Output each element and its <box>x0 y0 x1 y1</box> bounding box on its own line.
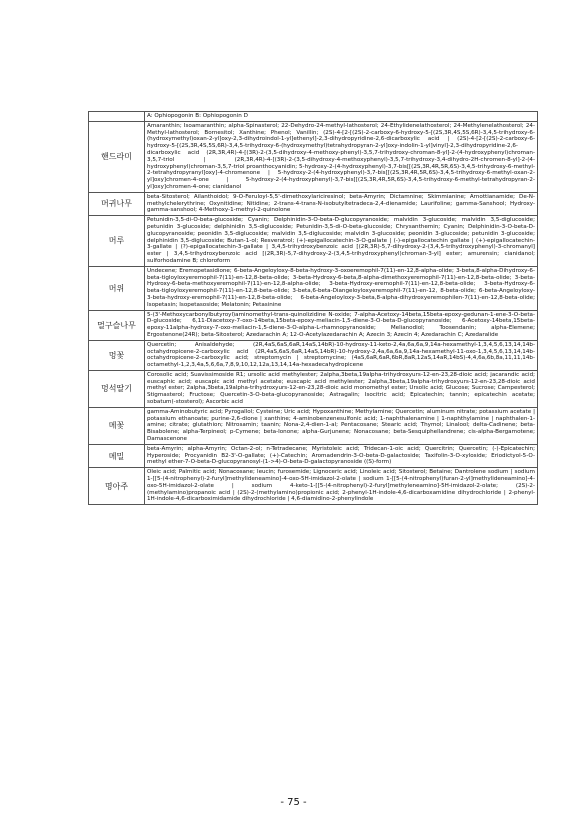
compound-list-cell: Quercetin; Anisaldehyde; (2R,4aS,6aS,6aR,14aS,14bR)-10-hydroxy-11-keto-2,4a,6a,6a,9,14a-hexamethyl-1,3,4,5,6,13,14,14b-octahydropicene-2-carboxylic acid (2R,4aS,6aS,6aR,14aS,14bR)-10-hydroxy-2,4a,6a,6a,9,14a-hexamethyl-11-oxo-1,3,4,5,6,13,14,14b-octahydropicene-2-carboxylic acid; streptomycin | streptomycine; (4aS,6aR,6aR,6bR,8aR,12aS,14aR,14bS)-4,4,6a,6b,8a,11,11,14b-octamethyl-1,2,3,4a,5,6,6a,7,8,9,10,12,12a,13,14,14a-hexadecahydropicene <box>145 340 538 370</box>
table-row <box>89 407 538 444</box>
compound-list-cell: Petunidin-3,5-di-O-beta-glucoside; Cyanin; Delphinidin-3-O-beta-D-glucopyranoside; malvidin 3-glucoside; malvidin 3,5-diglucoside; petunidin 3-glucoside; delphinidin 3,5-diglucoside; Petunidin-3,5-di-O-beta-glucoside; Chrysanthemin; Cyanin; Delphinidin-3-O-beta-D-glucopyranoside; peonidin 3,5-diglucoside; malvidin 3,5-diglucoside; malvidin 3-glucoside; peonidin 3-glucoside; petunidin 3-glucoside; delphinidin 3,5-diglucoside; Butan-1-ol; Resveratrol; (+)-epigallocatechin-3-O-gallate | (-)-epigallocatechin gallate | (+)-epigallocatechin-3-gallate | (?)-epigallocatechin-3-gallate | 3,4,5-trihydroxybenzoic acid [(2R,3R)-5,7-dihydroxy-2-(3,4,5-trihydroxyphenyl)-3-chromanyl] ester | 3,4,5-trihydroxybenzoic acid [(2R,3R)-5,7-dihydroxy-2-(3,4,5-trihydroxyphenyl)chroman-3-yl] ester; amurensin; cianidanol; sulforhodamine B; chloroform <box>145 216 538 267</box>
compound-list-cell: gamma-Aminobutyric acid; Pyrogallol; Cysteine; Uric acid; Hypoxanthine; Methylamine; Quercetin; aluminum nitrate; potassium acetate | potassium ethanoate; purine-2,6-dione | xanthine; 4-aminobenzenesulfonic acid; 1-naphthalenamine | 1-naphthylamine | naphthalen-1-amine; citrate; glutathion; Nitrosamin; taanin; Nona-2,4-dien-1-al; Pentacosane; Stearic acid; Thymol; Linalool; delta-Cadinene; beta-Bisabolene; alpha-Terpineol; p-Cymene; beta-Ionone; alpha-Gurjunene; Nonacosane; beta-Sesquiphellandrene; cis-alpha-Bergamotene; Damascenone <box>145 407 538 444</box>
compound-list-cell: Oleic acid; Palmitic acid; Nonacosane; leucin; furosemide; Lignoceric acid; Linoleic acid; Sitosterol; Betaine; Dantrolene sodium | sodium 1-[[5-(4-nitrophenyl)-2-furyl]methylideneamino]-4-oxo-5H-imidazol-2-olate | sodium 1-[[5-(4-nitrophenyl)furan-2-yl]methylideneamino]-4-oxo-5H-imidazol-2-olate | sodium 4-keto-1-[[5-(4-nitrophenyl)-2-furyl]methyleneamino]-5H-imidazol-2-olate; (2S)-2-(methylamino)propanoic acid | (2S)-2-(methylamino)propionic acid; 2-phenyl-1H-indole-4,6-dicarboxamidine dihydrochloride | 2-phenyl-1H-indole-4,6-dicarboximidamide dihydrochloride | 4,6-diamidino-2-phenylindole <box>145 468 538 505</box>
compound-list-cell: beta-Sitosterol; Ailanthoidol; 9-O-Feruloyl-5,5'-dimethoxylariciresinol; beta-Amyrin; Dictamnine; Skimmianine; Arnottianamide; De-N-methylchelerythrine; Oxynitidine; Nitidine; 2-trans-4-trans-N-isobutyltetradeca-2,4-dienamide; Laurifoline; gamma-Sanshool; Hydroxy-gamma-sanshool; 4-Methoxy-1-methyl-2-quinolone <box>145 192 538 215</box>
table-row <box>89 370 538 407</box>
plant-name-cell: 메꽃 <box>89 407 145 444</box>
table-row <box>89 468 538 505</box>
plant-name-cell: 머위 <box>89 266 145 310</box>
plant-name-cell: 핸드라미 <box>89 121 145 192</box>
table-row <box>89 192 538 215</box>
page-number: - 75 - <box>280 797 307 808</box>
table-row <box>89 112 538 122</box>
compound-list-cell: Undecene; Eremopetasidione; 6-beta-Angeloyloxy-8-beta-hydroxy-3-oxoeremophil-7(11)-en-12,8-alpha-olide; 3-beta,8-alpha-Dihydroxy-6-beta-tigloyloxyeremophil-7(11)-en-12,8-beta-olide; 3-beta-Hydroxy-6-beta,8-alpha-dimethoxyeremophil-7(11)-en-12,8-beta-olide; 3-beta-Hydroxy-6-beta-methoxyeremophil-7(11)-en-12,8-alpha-olide; 3-beta-Hydroxy-eremophil-7(11)-en-12,8-beta-olide; 3-beta-Hydroxy-6-beta-tigloyloxyeremophil-7(11)-en-12,8-beta-olide; 3-beta,6-beta-Diangeloyloxyeremophil-7(11)-en-12, 8-beta-olide; 6-beta-Angeloyloxy-3-beta-hydroxy-eremophil-7(11)-en-12,8-beta-olide; 6-beta-Angeloyloxy-3-beta,8-alpha-dihydroxyeremophilen-7(11)-en-12,8-beta-olide; Isopetasin; Isopetasoside; Melatonin; Petasinine <box>145 266 538 310</box>
compound-list-cell: 5-(3'-Methoxycarbonylbutyroyl)aminomethyl-trans-quinolizidine N-oxide; 7-alpha-Acetoxy-14beta,15beta-epoxy-gedunan-1-ene-3-O-beta-D-glucoside; 6,11-Diacetoxy-7-oxo-14beta,15beta-epoxy-meliacin-1,5-diene-3-O-beta-D-glucopyranoside; 6-Acetoxy-14beta,15beta-epoxy-11alpha-hydroxy-7-oxo-meliacin-1,5-diene-3-O-alpha-L-rhamnopyranoside; Melianodiol; Toosendanin; alpha-Elemene; Ergostenone(24R); beta-Sitosterol; Azedarachin A; 12-O-Acetylazedarachin A; Azecin 3; Azecin 4; Azedarachin C; Azedaralide <box>145 310 538 340</box>
table-row <box>89 340 538 370</box>
plant-name-cell: 머루 <box>89 216 145 267</box>
table-row <box>89 121 538 192</box>
table-row <box>89 266 538 310</box>
table-row <box>89 216 538 267</box>
plant-name-cell: 머귀나무 <box>89 192 145 215</box>
plant-name-cell: 메밀 <box>89 444 145 467</box>
compound-list-cell: Amaranthin; Isoamaranthin; alpha-Spinasterol; 22-Dehydro-24-methyl-lathosterol; 24-Ethylidenelathosterol; 24-Methylenelathosterol; 24-Methyl-lathosterol; Bornesitol; Xanthine; Phenol; Vanillin; (2S)-4-[2-[(2S)-2-carboxy-6-hydroxy-5-[(2S,3R,4S,5S,6R)-3,4,5-trihydroxy-6-(hydroxymethyl)oxan-2-yl]oxy-2,3-dihydroindol-1-yl]ethenyl]-2,3-dihydropyridine-2,6-dicarboxylic acid | (2S)-4-[2-[(2S)-2-carboxy-6-hydroxy-5-[(2S,3R,4S,5S,6R)-3,4,5-trihydroxy-6-(hydroxymethyl)tetrahydropyran-2-yl]oxy-indolin-1-yl]vinyl]-2,3-dihydropyridine-2,6-dicarboxylic acid (2R,3R,4R)-4-[(3R)-2-(3,5-dihydroxy-4-methoxy-phenyl)-3,5,7-trihydroxy-chroman-8-yl]-2-(4-hydroxyphenyl)chroman-3,5,7-triol | (2R,3R,4R)-4-[(3R)-2-(3,5-dihydroxy-4-methoxyphenyl)-3,5,7-trihydroxy-3,4-dihydro-2H-chromen-8-yl]-2-(4-hydroxyphenyl)chroman-3,5,7-triol proanthocyanidin; 5-hydroxy-2-(4-hydroxyphenyl)-3,7-bis[[(2S,3R,4R,5R,6S)-3,4,5-trihydroxy-6-methyl-2-tetrahydropyranyl]oxy]-4-chromenone | 5-hydroxy-2-(4-hydroxyphenyl)-3,7-bis[[(2S,3R,4R,5R,6S)-3,4,5-trihydroxy-6-methyl-oxan-2-yl]oxy]chromen-4-one | 5-hydroxy-2-(4-hydroxyphenyl)-3,7-bis[[(2S,3R,4R,5R,6S)-3,4,5-trihydroxy-6-methyl-tetrahydropyran-2-yl]oxy]chromen-4-one; cianidanol <box>145 121 538 192</box>
compound-list-cell: Corosolic acid; Suavissimoside R1; ursolic acid methylester; 2alpha,3beta,19alpha-trihydroxyurs-12-en-23,28-dioic acid; jacarandic acid; euscaphic acid; euscapic acid methyl acetate; euscapic acid methylester; 2alpha,3beta,19alpha-trihydroxyurs-12-en-23,28-dioic acid methyl ester; 2alpha,3beta,19alpha-trihydroxyurs-12-en-23,28-dioic acid monomethyl ester; Ursolic acid; Glucose; Sucrose; Campesterol; Stigmasterol; Fructose; Quercetin-3-O-beta-glucopyranoside; Astragalin; Isocitric acid; Epicatechin; tannin; epicatechin acetate; sobatum(-stosterol); Ascorbic acid <box>145 370 538 407</box>
compound-list-cell: A: Ophiopogonin B: Ophiopogonin D <box>145 112 538 122</box>
plant-name-cell: 멍꽃 <box>89 340 145 370</box>
plant-name-cell: 멀구슬나무 <box>89 310 145 340</box>
plant-name-cell: 멍석딸기 <box>89 370 145 407</box>
plant-name-cell: 명아주 <box>89 468 145 505</box>
plant-name-cell <box>89 112 145 122</box>
compound-table-body <box>89 112 538 505</box>
table-row <box>89 310 538 340</box>
table-row <box>89 444 538 467</box>
compound-table <box>88 111 538 505</box>
compound-list-cell: beta-Amyrin; alpha-Amyrin; Octan-2-ol; n-Tetradecane; Myristoleic acid; Tridecan-1-oic acid; Quercitrin; Quercetin; (-)-Epicatechin; Hyperoside; Procyanidin B2-3'-O-gallate; (+)-Catechin; Aromadendrin-3-O-beta-D-galactoside; Taxifolin-3-O-xyloside; Eriodictyol-5-O-methyl ether-7-O-beta-D-glucopyranosyl-(1->4)-O-beta-D-galactopyranoside ((S)-form) <box>145 444 538 467</box>
